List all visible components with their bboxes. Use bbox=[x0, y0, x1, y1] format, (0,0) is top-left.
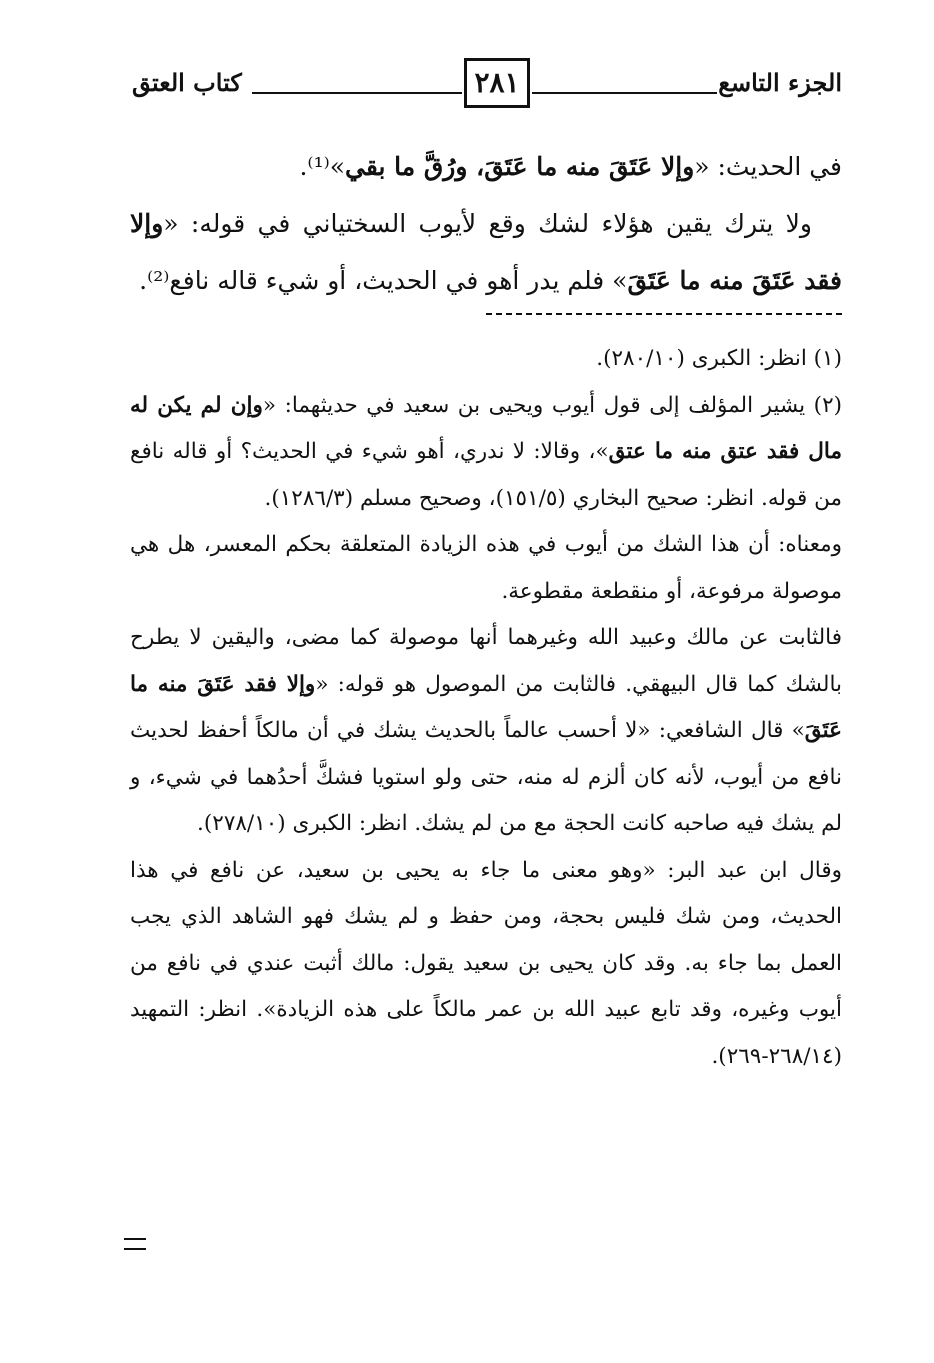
header-rule-left bbox=[252, 92, 462, 94]
continuation-mark bbox=[124, 1238, 146, 1250]
footnote-2 bbox=[130, 383, 842, 523]
main-paragraph-1 bbox=[130, 138, 842, 195]
footnote-paragraph-ibn-abd-al-barr: وقال ابن عبد البر: «وهو معنى ما جاء به يحيى بن سعيد، عن نافع في هذا الحديث، ومن شك فليس بحجة، ومن حفظ و لم يشك فهو الشاهد الذي يجب العمل بما جاء به. وقد كان يحيى بن سعيد يقول: مالك أثبت عندي في نافع من أيوب وغيره، وقد تابع عبيد الله بن عمر مالكاً على هذه الزيادة». انظر: التمهيد (٢٦٨/١٤-٢٦٩). bbox=[130, 857, 842, 1069]
text-run: ولا يترك يقين هؤلاء لشك وقع لأيوب السختياني في قوله: « bbox=[163, 209, 812, 238]
footnote-paragraph-meaning: ومعناه: أن هذا الشك من أيوب في هذه الزيادة المتعلقة بحكم المعسر، هل هي موصولة مرفوعة، أو منقطعة مقطوعة. bbox=[130, 532, 842, 604]
page-header bbox=[132, 58, 842, 120]
hadith-quote: وإلا عَتَقَ منه ما عَتَقَ، ورُقَّ ما بقي bbox=[345, 152, 695, 181]
page-number: ٢٨١ bbox=[464, 58, 530, 108]
hadith-quote: وإلا فقد عَتَقَ منه ما عَتَقَ bbox=[130, 671, 842, 743]
footnote-separator bbox=[486, 313, 842, 315]
footnote-paragraph-established bbox=[130, 615, 842, 848]
hadith-quote: وإن لم يكن له مال فقد عتق منه ما عتق bbox=[130, 392, 842, 464]
volume-label: الجزء التاسع bbox=[718, 68, 842, 97]
text-run: »، وقالا: لا ندري، أهو شيء في الحديث؟ أو قاله نافع من قوله. انظر: صحيح البخاري (١٥١/٥)، وصحيح مسلم (١٢٨٦/٣). bbox=[130, 439, 842, 511]
header-rule-right bbox=[532, 92, 717, 94]
footnotes bbox=[130, 336, 842, 1080]
hadith-quote: وإلا فقد عَتَقَ منه ما عَتَقَ bbox=[130, 209, 842, 295]
main-paragraph-2 bbox=[130, 195, 842, 309]
text-run: (٢) يشير المؤلف إلى قول أيوب ويحيى بن سعيد في حديثهما: « bbox=[262, 392, 843, 418]
text-run: » قال الشافعي: «لا أحسب عالماً بالحديث يشك في أن مالكاً أحفظ لحديث نافع من أيوب، لأنه كان ألزم له منه، حتى ولو استويا فشكَّ أحدُهما في شيء، و لم يشك فيه صاحبه كانت الحجة مع من لم يشك. انظر: الكبرى (٢٧٨/١٠). bbox=[130, 718, 842, 836]
text-run: في الحديث: « bbox=[694, 152, 842, 181]
footnote-1: (١) انظر: الكبرى (٢٨٠/١٠). bbox=[596, 346, 842, 371]
text-run: فالثابت عن مالك وعبيد الله وغيرهما أنها موصولة كما مضى، واليقين لا يطرح بالشك كما قال البيهقي. فالثابت من الموصول هو قوله: « bbox=[130, 625, 842, 697]
text-run: »⁽¹⁾. bbox=[299, 152, 346, 181]
main-text bbox=[130, 138, 842, 309]
text-run: » فلم يدر أهو في الحديث، أو شيء قاله نافع⁽²⁾. bbox=[139, 266, 628, 295]
book-title: كتاب العتق bbox=[132, 68, 242, 97]
